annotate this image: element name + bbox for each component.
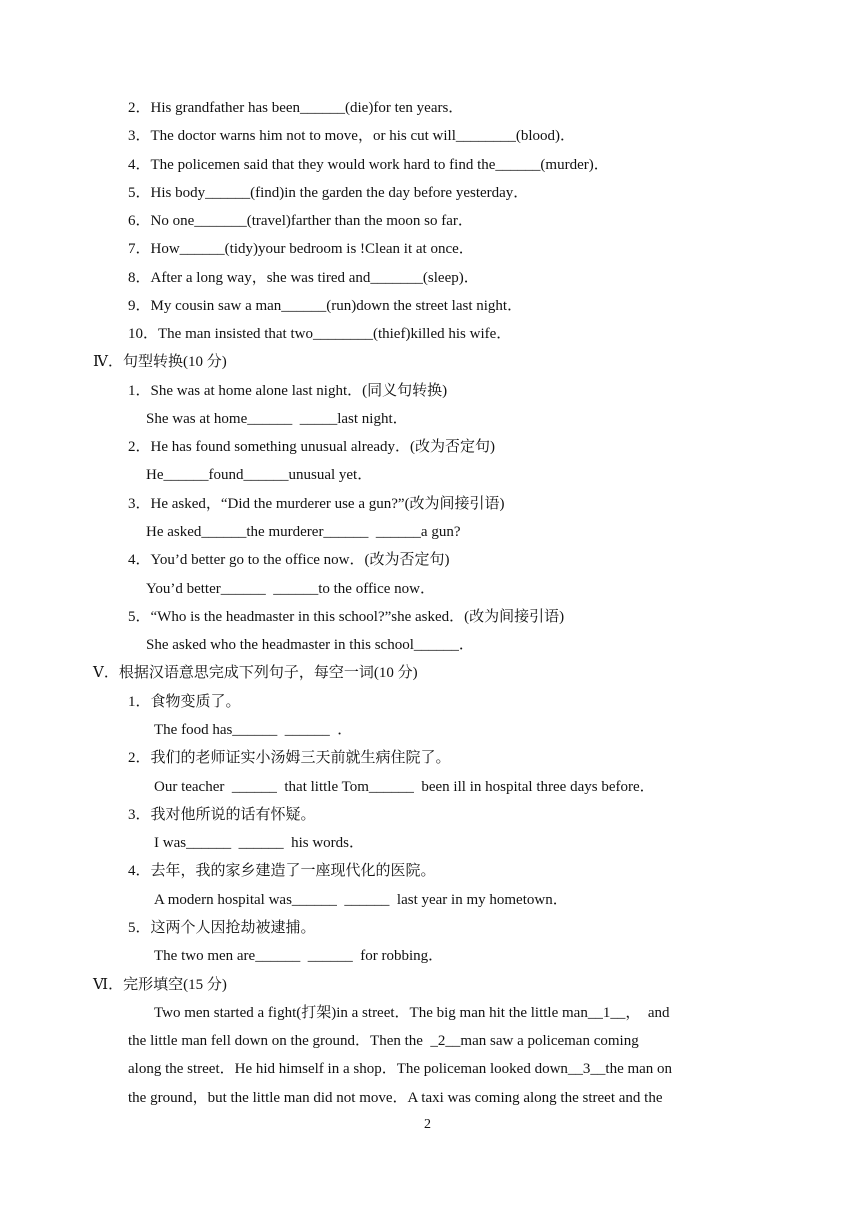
- exercise-3-item-3: 3．The doctor warns him not to move，or his cut will________(blood)．: [128, 128, 576, 144]
- exercise-5-item-3: 3．我对他所说的话有怀疑。: [128, 807, 316, 823]
- exercise-3-item-2: 2．His grandfather has been______(die)for ten years．: [128, 100, 464, 116]
- page-number: 2: [424, 1117, 431, 1132]
- cloze-passage-line-3: along the street．He hid himself in a shop．The policeman looked down__3__the man on: [128, 1061, 673, 1077]
- exercise-4-item-2-answer: He______found______unusual yet．: [146, 467, 373, 483]
- exercise-5-item-3-answer: I was______ ______ his words．: [154, 835, 364, 851]
- exercise-5-item-1-answer: The food has______ ______ ．: [154, 722, 353, 738]
- exercise-4-item-5: 5．“Who is the headmaster in this school?”she asked．(改为间接引语): [128, 609, 565, 625]
- exercise-3-item-5: 5．His body______(find)in the garden the day before yesterday．: [128, 185, 529, 201]
- exercise-5-item-2: 2．我们的老师证实小汤姆三天前就生病住院了。: [128, 750, 451, 766]
- exercise-3-item-9: 9．My cousin saw a man______(run)down the street last night．: [128, 298, 523, 314]
- exercise-3-item-4: 4．The policemen said that they would work hard to find the______(murder)．: [128, 157, 609, 173]
- exercise-5-item-1: 1．食物变质了。: [128, 694, 241, 710]
- exercise-5-item-4: 4．去年，我的家乡建造了一座现代化的医院。: [128, 863, 436, 879]
- exercise-5-item-2-answer: Our teacher ______ that little Tom______ been ill in hospital three days before．: [154, 779, 655, 795]
- cloze-passage-line-4: the ground，but the little man did not move．A taxi was coming along the street and the: [128, 1090, 663, 1106]
- exercise-4-item-5-answer: She asked who the headmaster in this school______．: [146, 637, 474, 653]
- exercise-5-item-5-answer: The two men are______ ______ for robbing．: [154, 948, 444, 964]
- exercise-5-item-4-answer: A modern hospital was______ ______ last year in my hometown．: [154, 892, 568, 908]
- exercise-4-item-4: 4．You’d better go to the office now．(改为否定句): [128, 552, 450, 568]
- exercise-3-item-7: 7．How______(tidy)your bedroom is !Clean it at once．: [128, 241, 474, 257]
- exercise-3-item-8: 8．After a long way，she was tired and_______(sleep)．: [128, 270, 479, 286]
- exercise-4-item-1: 1．She was at home alone last night．(同义句转换): [128, 383, 448, 399]
- section-heading-4: Ⅳ．句型转换(10 分): [93, 354, 227, 370]
- exercise-4-item-3-answer: He asked______the murderer______ ______a gun?: [146, 524, 461, 540]
- cloze-passage-line-1: Two men started a fight(打架)in a street．The big man hit the little man__1__， and: [154, 1005, 670, 1021]
- exercise-3-item-6: 6．No one_______(travel)farther than the moon so far．: [128, 213, 473, 229]
- cloze-passage-line-2: the little man fell down on the ground．Then the _2__man saw a policeman coming: [128, 1033, 639, 1049]
- exercise-3-item-10: 10．The man insisted that two________(thief)killed his wife．: [128, 326, 512, 342]
- exercise-4-item-3: 3．He asked，“Did the murderer use a gun?”(改为间接引语): [128, 496, 505, 512]
- exercise-5-item-5: 5．这两个人因抢劫被逮捕。: [128, 920, 316, 936]
- section-heading-6: Ⅵ．完形填空(15 分): [93, 977, 227, 993]
- exercise-4-item-1-answer: She was at home______ _____last night．: [146, 411, 408, 427]
- exercise-4-item-4-answer: You’d better______ ______to the office now．: [146, 581, 435, 597]
- exercise-4-item-2: 2．He has found something unusual already．(改为否定句): [128, 439, 496, 455]
- section-heading-5: Ⅴ．根据汉语意思完成下列句子，每空一词(10 分): [93, 665, 418, 681]
